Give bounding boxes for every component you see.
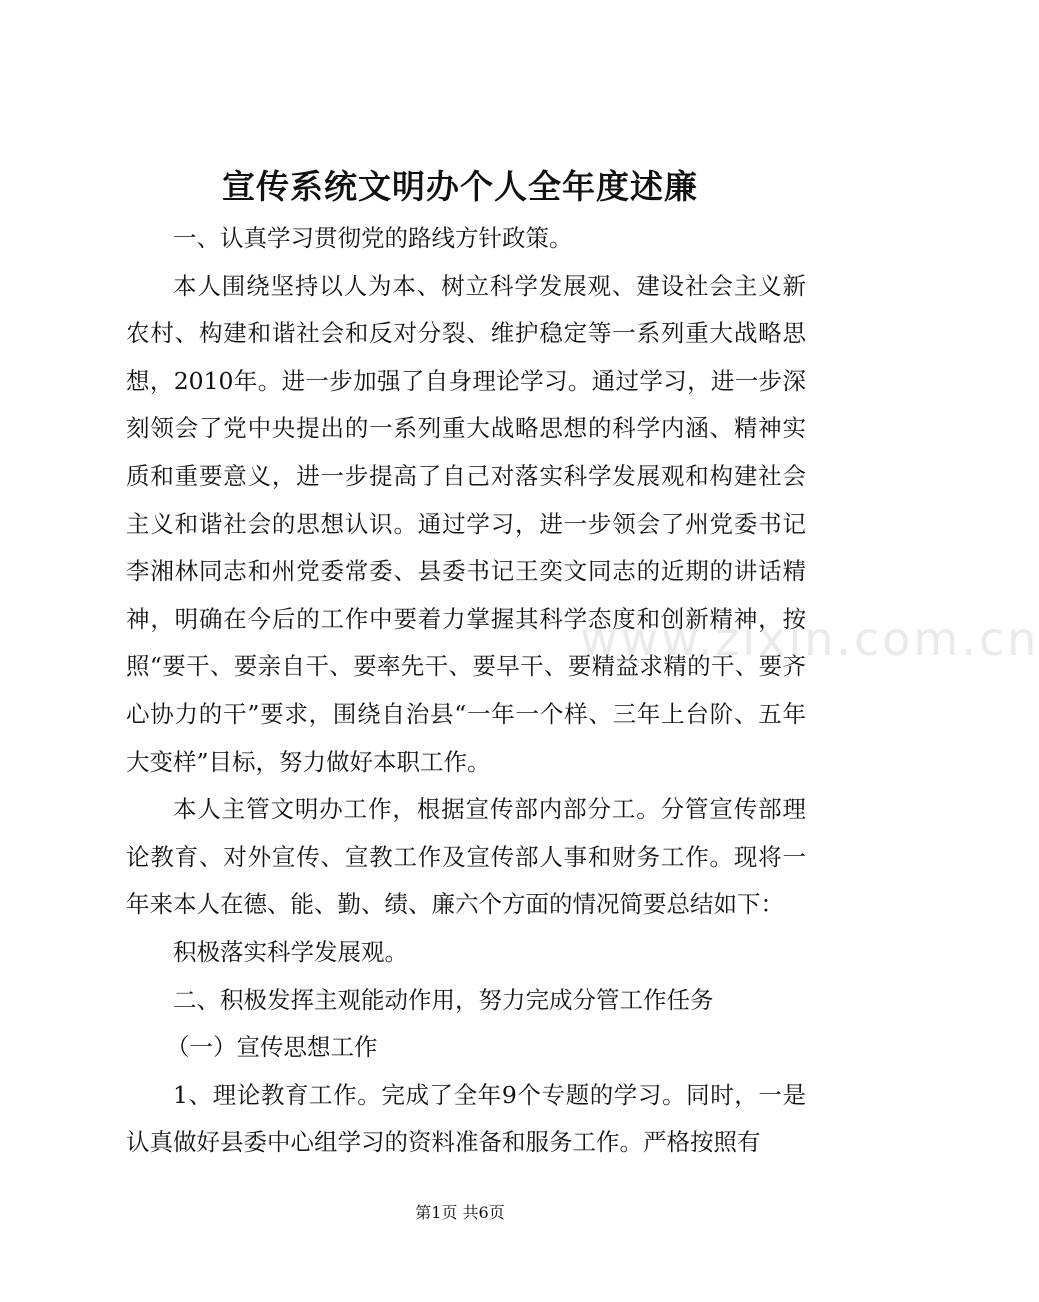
paragraph-subsection-heading: （一）宣传思想工作	[166, 1033, 378, 1062]
paragraph-duties-summary: 本人主管文明办工作，根据宣传部内部分工。分管宣传部理论教育、对外宣传、宣教工作及宣传部人事和财务工作。现将一年来本人在德、能、勤、绩、廉六个方面的情况简要总结如下：	[126, 795, 806, 919]
paragraph-study-overview: 本人围绕坚持以人为本、树立科学发展观、建设社会主义新农村、构建和谐社会和反对分裂、维护稳定等一系列重大战略思想，2010年。进一步加强了自身理论学习。通过学习，进一步深刻领会了党中央提出的一系列重大战略思想的科学内涵、精神实质和重要意义，进一步提高了自己对落实科学发展观和构建社会主义和谐社会的思想认识。通过学习，进一步领会了州党委书记李湘林同志和州党委常委、县委书记王奕文同志的近期的讲话精神，明确在今后的工作中要着力掌握其科学态度和创新精神，按照“要干、要亲自干、要率先干、要早干、要精益求精的干、要齐心协力的干”要求，围绕自治县“一年一个样、三年上台阶、五年大变样”目标，努力做好本职工作。	[126, 271, 806, 776]
watermark: www.zixin.com.cn	[580, 612, 1039, 666]
paragraph-implement-outlook: 积极落实科学发展观。	[173, 937, 408, 966]
paragraph-section-two-heading: 二、积极发挥主观能动作用，努力完成分管工作任务	[173, 985, 714, 1014]
page-footer: 第1页 共6页	[415, 1203, 505, 1222]
paragraph-section-one-heading: 一、认真学习贯彻党的路线方针政策。	[173, 224, 573, 252]
paragraph-theory-education: 1、理论教育工作。完成了全年9个专题的学习。同时，一是认真做好县委中心组学习的资料准备和服务工作。严格按照有	[126, 1080, 806, 1157]
document-body	[126, 215, 806, 1167]
document-title: 宣传系统文明办个人全年度述廉	[222, 167, 698, 206]
